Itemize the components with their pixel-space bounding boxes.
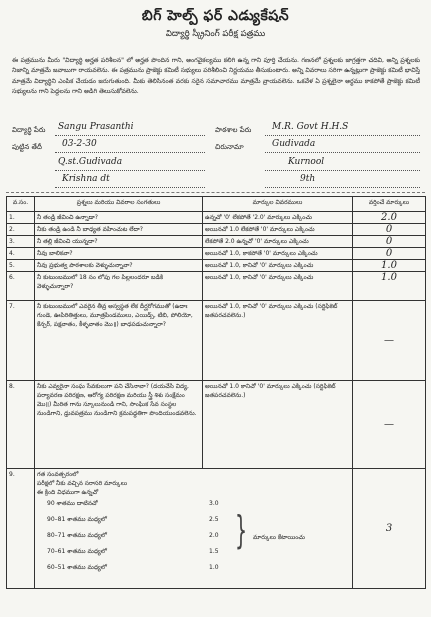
- row-marks-rule: అయినచో 1.0 లేకపోతే '0' మార్కులు ఎక్కించు: [203, 224, 353, 236]
- row-marks-rule: అయినచో 1.0, కానిచో '0' మార్కులు ఎక్కించు (సర్టిఫికెట్ జతపరచవలెను.): [203, 301, 353, 381]
- row-question: నీకు ఎవ్వరైనా సంఘ సేవకులుగా పని చేసినావా? (దయచేసి విద్య, పర్యావరణ పరిరక్షణ, ఆరోగ్య పరిరక్షణ మరియు స్త్రీ శిశు సంక్షేమం మొ॥) మీరిత గాను స్కూలునుండి గాని, సాంఘిక సేవ సంస్థల నుండిగాని, ధ్రువపత్రము నుండిగాని క్రమపద్ధతిగా పొందియుండవలెను.: [35, 381, 203, 469]
- questions-table: [6, 196, 426, 589]
- row-question: నీవు ప్రభుత్వ పాఠశాలకు వెళ్ళుచున్నావా?: [35, 260, 203, 272]
- row-question: నీకు తండ్రి ఉండి నీ బాధ్యత వహించుట లేదా?: [35, 224, 203, 236]
- row-number: 8.: [7, 381, 35, 469]
- row-number: 6.: [7, 272, 35, 301]
- address-value: Gudivada: [272, 139, 316, 149]
- address-line: [265, 152, 420, 153]
- row-score: —: [353, 381, 426, 469]
- table-row: [7, 272, 426, 301]
- place1-line: [55, 170, 205, 171]
- table-row: [7, 260, 426, 272]
- place3-line: [55, 187, 205, 188]
- grade-marks: 1.5: [209, 548, 219, 555]
- row-number: 7.: [7, 301, 35, 381]
- row-marks-rule: అయినచో 1.0, కానిచో '0' మార్కులు ఎక్కించు: [203, 272, 353, 301]
- school-name-label: పాఠశాల పేరు: [215, 126, 252, 134]
- dob-line: [55, 152, 205, 153]
- row-question: నీ తండ్రి జీవించి ఉన్నాడా?: [35, 212, 203, 224]
- row-number: 5.: [7, 260, 35, 272]
- school-name-value: M.R. Govt H.H.S: [272, 122, 349, 132]
- grade-range: 80–71 శాతము మధ్యలో: [47, 532, 107, 539]
- school-name-line: [265, 135, 420, 136]
- place1-value: Q.st.Gudivada: [58, 157, 123, 167]
- grade-range: 90–81 శాతము మధ్యలో: [47, 516, 107, 523]
- grade-range: 90 శాతము దాటినచో: [47, 500, 98, 507]
- row-question: నీ తల్లి జీవించి యున్నదా?: [35, 236, 203, 248]
- row-question: గత సంవత్సరంలో: [37, 471, 79, 478]
- row-score: 0: [353, 224, 426, 236]
- table-row: [7, 212, 426, 224]
- class-value: 9th: [300, 174, 316, 184]
- dob-label: పుట్టిన తేదీ: [12, 143, 42, 151]
- row-marks-rule: లేకపోతే 2.0 ఉన్నచో '0' మార్కులు ఎక్కించు: [203, 236, 353, 248]
- row-question: నీ కుటుంబములో 18 సం లోపు గల పిల్లలందరూ బడికి వెళ్ళుచున్నారా?: [35, 272, 203, 301]
- table-row: [7, 469, 426, 589]
- grade-note: మార్కులు కేటాయించు: [253, 534, 305, 541]
- form-title: బిగ్ హెల్ప్ ఫర్ ఎడ్యుకేషన్: [141, 8, 290, 24]
- col-header-applicable-marks: వర్తించే మార్కులు: [353, 197, 426, 212]
- row-marks-rule: అయినచో 1.0 కానిచో '0' మార్కులు ఎక్కించు (సర్టిఫికెట్ జతపరచవలెను.): [203, 381, 353, 469]
- row-score: 3: [353, 469, 426, 589]
- row-number: 2.: [7, 224, 35, 236]
- form-subtitle: విద్యార్థి స్క్రీనింగ్ పరీక్ష పత్రము: [165, 29, 266, 39]
- row-marks-rule: అయినచో 1.0, కాకపోతే '0' మార్కులు ఎక్కించు: [203, 248, 353, 260]
- intro-paragraph: ఈ పత్రమును మీరు "విద్యార్థి అర్హత పరిశీలన" లో అర్హత పొందిన గాని, అంగవైకల్యము కలిగి ఉన్న గాని పూర్తి చేయను. గణనలో ప్రశ్నలకు జాగ్రత్తగా చదివి, అన్ని ప్రశ్నలకు నిజాన్ని మాత్రమే జవాబుగా రాయవలెను. ఈ పత్రమును ప్రాజెక్టు కమిటీ సభ్యులు పరిశీలించి నిర్ణయము తీసుకుంటారు. అన్ని వివరాలు సరిగా ఉన్నట్లుగా ప్రాజెక్టు కమిటీ భావిస్తే మాత్రమే విద్యార్థిని ఎంపిక చేయడం జరుగుతుంది. మీకు తెలిసినంత వరకు సరైన సమాచారము మాత్రమే వ్రాయవలెను. ఒకవేళ ఏ ప్రశ్నలైనా అర్థము కాకపోతే ప్రాజెక్టు కమిటీ సభ్యులను గాని పెద్దలను గాని అడిగి తెలుసుకోవలెను.: [12, 57, 420, 95]
- row-marks-rule: అయినచో 1.0, కానిచో '0' మార్కులు ఎక్కించు: [203, 260, 353, 272]
- brace-glyph: }: [235, 508, 248, 552]
- row-score: 1.0: [353, 272, 426, 301]
- student-name-line: [55, 135, 205, 136]
- row-score: 2.0: [353, 212, 426, 224]
- row-score: 1.0: [353, 260, 426, 272]
- row-marks-rule: ఉన్నచో '0' లేకపోతే '2.0' మార్కులు ఎక్కించు: [203, 212, 353, 224]
- row-score: 0: [353, 236, 426, 248]
- place2-value: Kurnool: [288, 157, 325, 167]
- row-number: 4.: [7, 248, 35, 260]
- grade-range: 60–51 శాతము మధ్యలో: [47, 564, 107, 571]
- class-line: [265, 187, 420, 188]
- row-score: 0: [353, 248, 426, 260]
- col-header-marks-details: మార్కుల వివరములు: [203, 197, 353, 212]
- dob-value: 03-2-30: [62, 139, 97, 149]
- grade-range: 70–61 శాతము మధ్యలో: [47, 548, 107, 555]
- table-row: [7, 301, 426, 381]
- address-label: చిరునామా: [215, 143, 244, 151]
- grade-marks: 1.0: [209, 564, 219, 571]
- row-subtext: ఈ క్రింది విధముగా ఉన్నచో: [37, 489, 99, 496]
- row-number: 9.: [7, 469, 35, 589]
- grade-marks: 2.5: [209, 516, 219, 523]
- grade-list: [37, 497, 350, 587]
- section-divider: [6, 192, 425, 193]
- col-header-questions: ప్రశ్నలు మరియు వివరాల సంగతులు: [35, 197, 203, 212]
- table-header-row: [7, 197, 426, 212]
- row-question: నీ కుటుంబములో ఎవరైన తీవ్ర అస్వస్థత లేక దీర్ఘరోగముతో (ఉదాః గుండె, ఊపిరితిత్తులు, మూత్రపిండములు, ఎయిడ్స్, టిబి, పోలియో, కేన్సర్, పక్షవాతం, కీళ్ళవాతం మొ॥) బాధపడుచున్నారా?: [35, 301, 203, 381]
- table-row: [7, 248, 426, 260]
- student-name-value: Sangu Prasanthi: [58, 122, 134, 132]
- grade-marks: 3.0: [209, 500, 219, 507]
- row-number: 3.: [7, 236, 35, 248]
- place3-value: Krishna dt: [62, 174, 110, 184]
- col-header-number: వ.సం.: [7, 197, 35, 212]
- table-row: [7, 381, 426, 469]
- row-number: 1.: [7, 212, 35, 224]
- place2-line: [265, 170, 420, 171]
- row-score: —: [353, 301, 426, 381]
- table-row: [7, 236, 426, 248]
- row-question: నీవు బాలికవా?: [35, 248, 203, 260]
- row-subtext: పరీక్షలో నీకు వచ్చిన సరాసరి మార్కులు: [37, 480, 128, 487]
- student-name-label: విద్యార్థి పేరు: [12, 126, 46, 134]
- grade-marks: 2.0: [209, 532, 219, 539]
- table-row: [7, 224, 426, 236]
- row-question-grades: [35, 469, 353, 589]
